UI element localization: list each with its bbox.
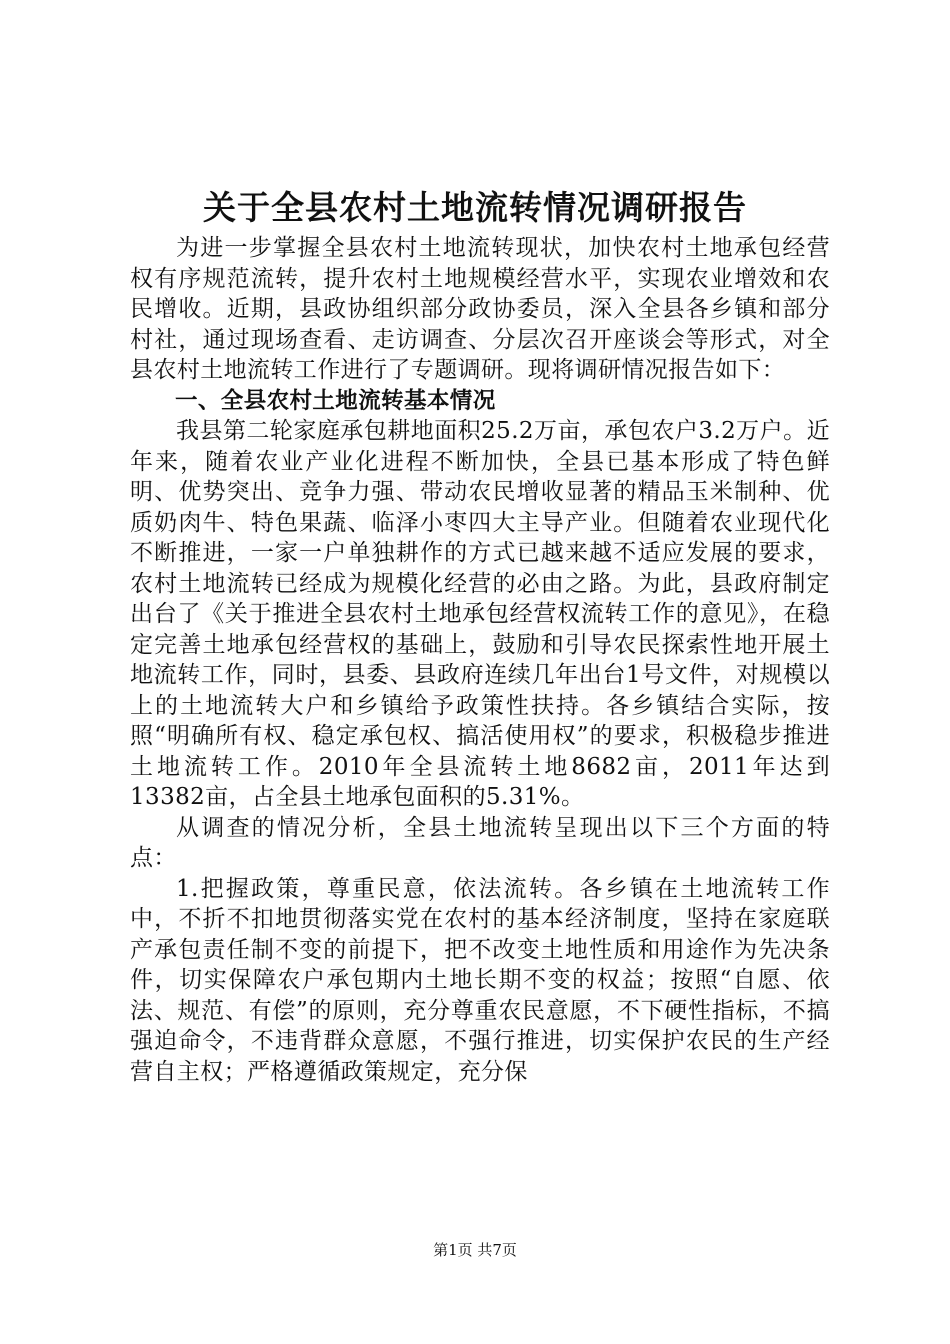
intro-paragraph: 为进一步掌握全县农村土地流转现状，加快农村土地承包经营权有序规范流转，提升农村土地规模经营水平，实现农业增效和农民增收。近期，县政协组织部分政协委员，深入全县各乡镇和部分村社，通过现场查看、走访调查、分层次召开座谈会等形式，对全县农村土地流转工作进行了专题调研。现将调研情况报告如下： [130, 235, 830, 383]
body-paragraph: 1.把握政策，尊重民意，依法流转。各乡镇在土地流转工作中，不折不扣地贯彻落实党在农村的基本经济制度，坚持在家庭联产承包责任制不变的前提下，把不改变土地性质和用途作为先决条件，切实保障农户承包期内土地长期不变的权益；按照“自愿、依法、规范、有偿”的原则，充分尊重农民意愿，不下硬性指标，不搞强迫命令，不违背群众意愿，不强行推进，切实保护农民的生产经营自主权；严格遵循政策规定，充分保 [130, 875, 830, 1085]
section-heading: 一、全县农村土地流转基本情况 [175, 387, 496, 414]
body-paragraph: 从调查的情况分析，全县土地流转呈现出以下三个方面的特点： [130, 814, 830, 871]
document-body [130, 233, 830, 1087]
page-footer: 第1页 共7页 [433, 1241, 517, 1259]
body-paragraph: 我县第二轮家庭承包耕地面积25.2万亩，承包农户3.2万户。近年来，随着农业产业化进程不断加快，全县已基本形成了特色鲜明、优势突出、竞争力强、带动农民增收显著的精品玉米制种、优质奶肉牛、特色果蔬、临泽小枣四大主导产业。但随着农业现代化不断推进，一家一户单独耕作的方式已越来越不适应发展的要求，农村土地流转已经成为规模化经营的必由之路。为此，县政府制定出台了《关于推进全县农村土地承包经营权流转工作的意见》，在稳定完善土地承包经营权的基础上，鼓励和引导农民探索性地开展土地流转工作，同时，县委、县政府连续几年出台1号文件，对规模以上的土地流转大户和乡镇给予政策性扶持。各乡镇结合实际，按照“明确所有权、稳定承包权、搞活使用权”的要求，积极稳步推进土地流转工作。2010年全县流转土地8682亩，2011年达到13382亩，占全县土地承包面积的5.31%。 [130, 418, 830, 810]
page-title: 关于全县农村土地流转情况调研报告 [203, 188, 747, 227]
